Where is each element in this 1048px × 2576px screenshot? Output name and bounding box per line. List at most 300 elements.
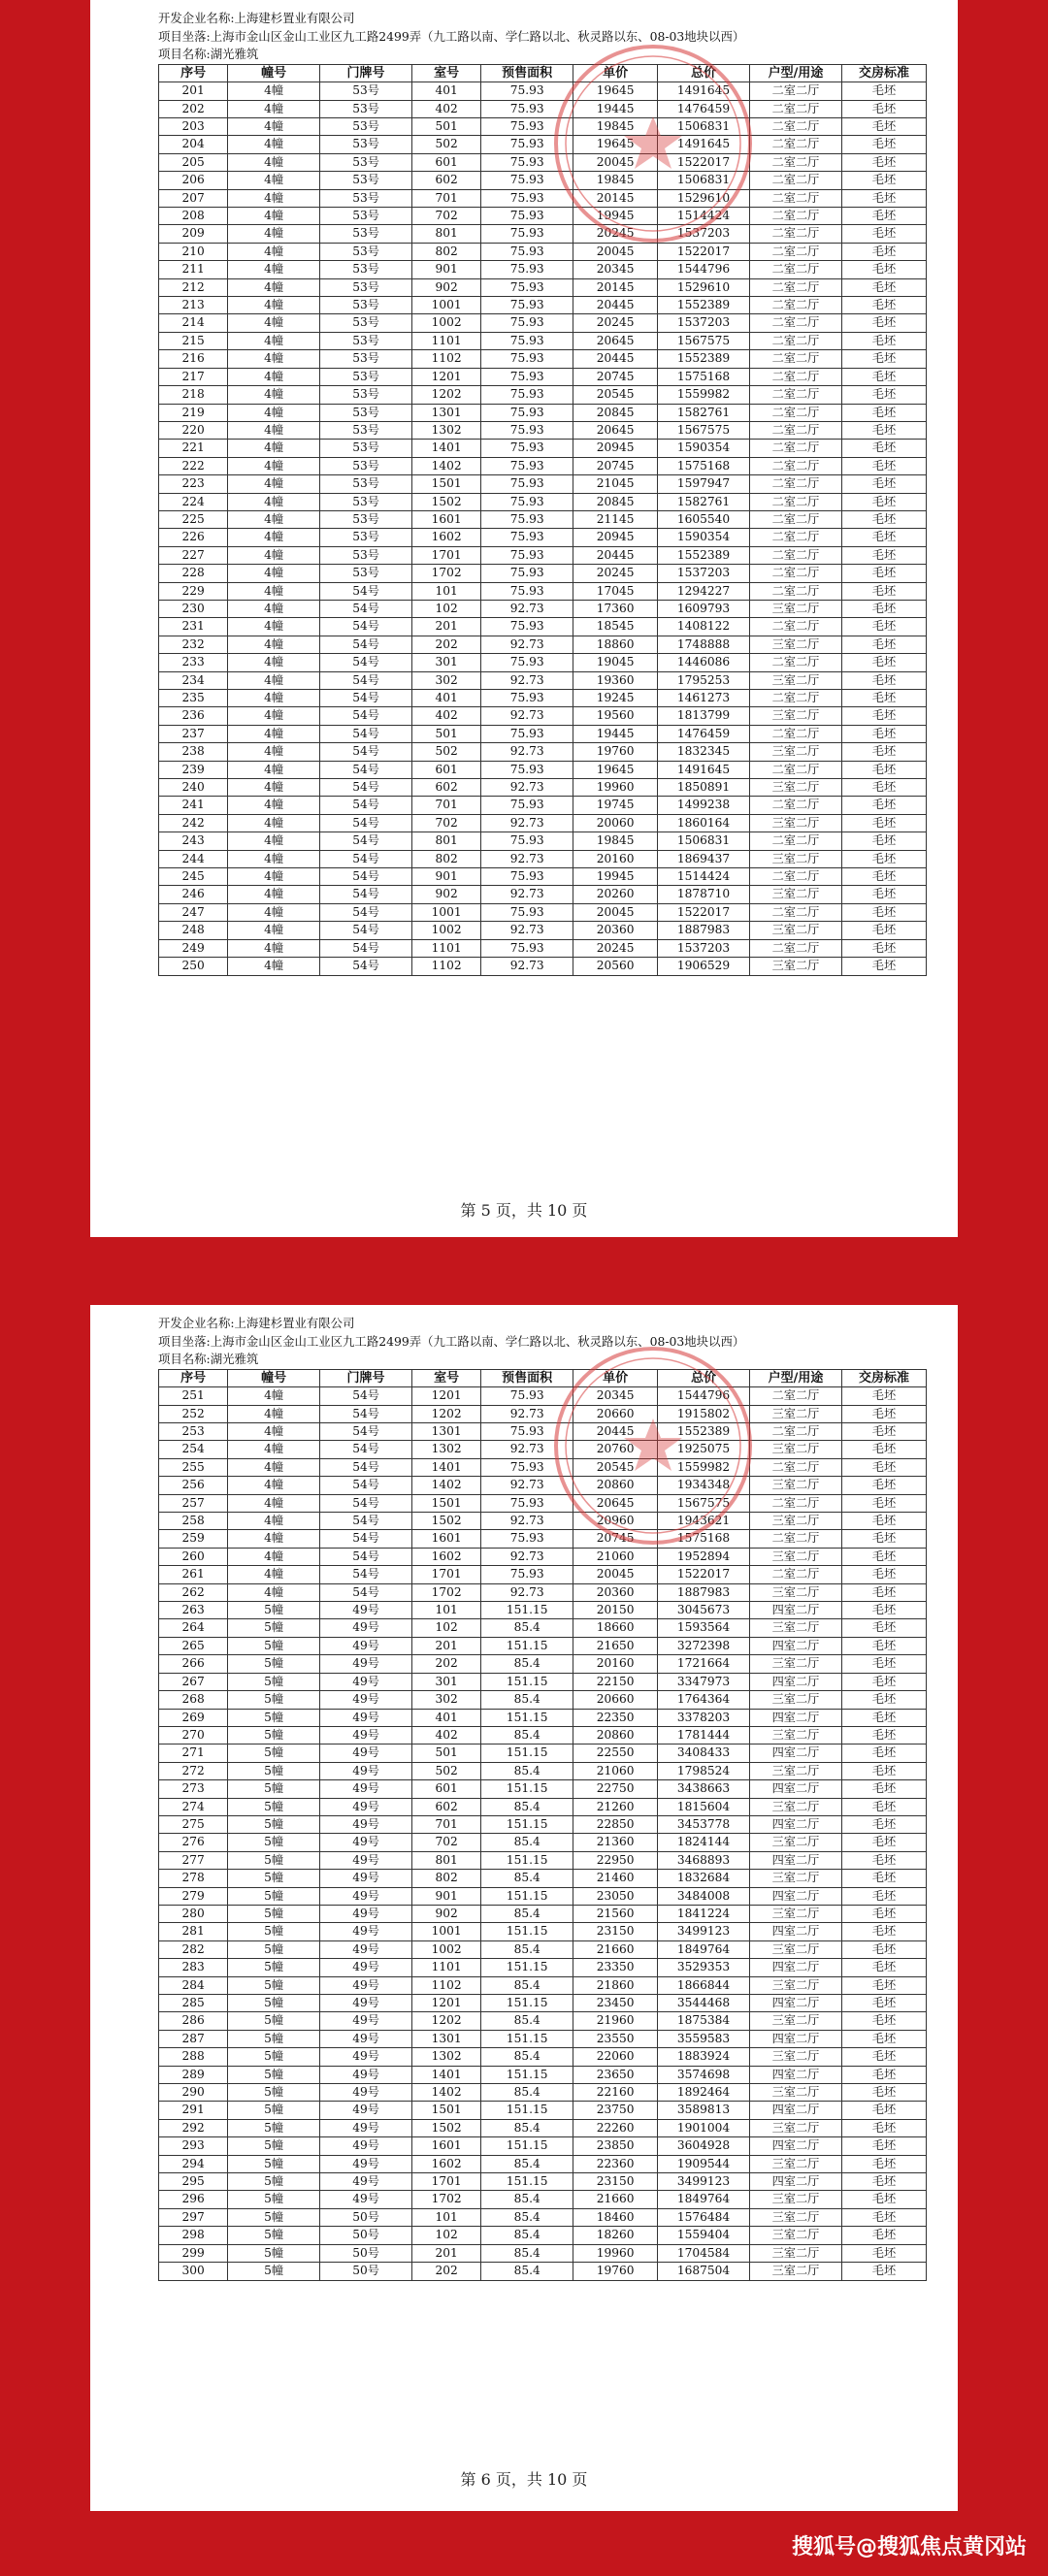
- table-cell: 3045673: [658, 1602, 750, 1619]
- table-cell: 4幢: [228, 636, 320, 653]
- table-cell: 二室二厅: [750, 903, 842, 921]
- table-cell: 1537203: [658, 314, 750, 332]
- table-row: [159, 690, 927, 707]
- table-cell: 20560: [573, 958, 658, 975]
- table-cell: 5幢: [228, 1655, 320, 1673]
- table-cell: 85.4: [481, 2263, 573, 2280]
- table-cell: 毛坯: [841, 1798, 926, 1815]
- table-cell: 毛坯: [841, 618, 926, 636]
- table-cell: 218: [159, 386, 228, 404]
- table-cell: 三室二厅: [750, 1441, 842, 1458]
- table-cell: 20960: [573, 1513, 658, 1530]
- column-header: 序号: [159, 64, 228, 82]
- table-cell: 85.4: [481, 1976, 573, 1994]
- table-cell: 4幢: [228, 779, 320, 797]
- table-cell: 4幢: [228, 1583, 320, 1601]
- table-cell: 二室二厅: [750, 1566, 842, 1583]
- table-cell: 75.93: [481, 297, 573, 314]
- table-cell: 毛坯: [841, 1905, 926, 1922]
- table-cell: 49号: [320, 1905, 412, 1922]
- table-cell: 53号: [320, 314, 412, 332]
- watermark-text: 搜狐号@搜狐焦点黄冈站: [791, 2535, 1027, 2560]
- table-cell: 毛坯: [841, 1441, 926, 1458]
- table-cell: 19760: [573, 2263, 658, 2280]
- table-cell: 三室二厅: [750, 814, 842, 831]
- table-cell: 1514424: [658, 208, 750, 225]
- table-cell: 299: [159, 2244, 228, 2262]
- table-cell: 4幢: [228, 565, 320, 582]
- table-cell: 二室二厅: [750, 208, 842, 225]
- table-cell: 4幢: [228, 725, 320, 742]
- table-cell: 1446086: [658, 654, 750, 671]
- table-cell: 75.93: [481, 565, 573, 582]
- table-cell: 284: [159, 1976, 228, 1994]
- table-cell: 1529610: [658, 278, 750, 296]
- table-cell: 240: [159, 779, 228, 797]
- table-cell: 1702: [412, 2191, 481, 2208]
- table-cell: 75.93: [481, 421, 573, 439]
- table-cell: 毛坯: [841, 153, 926, 171]
- table-row: [159, 368, 927, 385]
- table-cell: 53号: [320, 421, 412, 439]
- table-cell: 毛坯: [841, 1976, 926, 1994]
- table-cell: 283: [159, 1959, 228, 1976]
- table-cell: 毛坯: [841, 350, 926, 368]
- table-cell: 49号: [320, 1940, 412, 1958]
- table-row: [159, 2244, 927, 2262]
- table-row: [159, 386, 927, 404]
- table-cell: 3529353: [658, 1959, 750, 1976]
- table-cell: 201: [412, 1637, 481, 1654]
- table-cell: 5幢: [228, 2084, 320, 2102]
- table-cell: 4幢: [228, 690, 320, 707]
- table-cell: 毛坯: [841, 1673, 926, 1690]
- table-cell: 1582761: [658, 404, 750, 421]
- column-header: 总价: [658, 1369, 750, 1386]
- table-cell: 1567575: [658, 1494, 750, 1512]
- table-cell: 4幢: [228, 600, 320, 617]
- table-cell: 毛坯: [841, 1458, 926, 1476]
- table-cell: 271: [159, 1745, 228, 1762]
- table-cell: 3438663: [658, 1780, 750, 1798]
- table-row: [159, 832, 927, 850]
- table-cell: 1601: [412, 2137, 481, 2155]
- table-cell: 151.15: [481, 2137, 573, 2155]
- table-cell: 20945: [573, 440, 658, 457]
- table-cell: 三室二厅: [750, 2119, 842, 2136]
- table-cell: 21560: [573, 1905, 658, 1922]
- table-cell: 92.73: [481, 671, 573, 689]
- table-cell: 23550: [573, 2030, 658, 2047]
- table-cell: 毛坯: [841, 314, 926, 332]
- table-cell: 75.93: [481, 1530, 573, 1548]
- table-cell: 213: [159, 297, 228, 314]
- table-row: [159, 761, 927, 778]
- table-row: [159, 2137, 927, 2155]
- project-line: [158, 1351, 927, 1369]
- page-footer: 第 6 页，共 10 页: [460, 2470, 588, 2489]
- table-cell: 54号: [320, 1387, 412, 1405]
- table-cell: 毛坯: [841, 297, 926, 314]
- table-cell: 毛坯: [841, 278, 926, 296]
- table-cell: 18260: [573, 2227, 658, 2244]
- table-cell: 1701: [412, 546, 481, 564]
- table-cell: 49号: [320, 1673, 412, 1690]
- table-cell: 221: [159, 440, 228, 457]
- table-cell: 92.73: [481, 1441, 573, 1458]
- table-cell: 241: [159, 797, 228, 814]
- table-cell: 三室二厅: [750, 1513, 842, 1530]
- table-row: [159, 350, 927, 368]
- table-cell: 二室二厅: [750, 582, 842, 600]
- table-cell: 毛坯: [841, 2155, 926, 2172]
- table-cell: 1721664: [658, 1655, 750, 1673]
- table-cell: 102: [412, 2227, 481, 2244]
- table-cell: 22550: [573, 1745, 658, 1762]
- table-cell: 53号: [320, 278, 412, 296]
- table-cell: 1402: [412, 457, 481, 474]
- table-cell: 四室二厅: [750, 2030, 842, 2047]
- table-cell: 1301: [412, 404, 481, 421]
- table-cell: 毛坯: [841, 1494, 926, 1512]
- table-cell: 75.93: [481, 618, 573, 636]
- table-cell: 毛坯: [841, 868, 926, 886]
- table-cell: 201: [159, 82, 228, 100]
- table-cell: 22060: [573, 2048, 658, 2066]
- table-cell: 1302: [412, 2048, 481, 2066]
- table-cell: 92.73: [481, 886, 573, 903]
- table-cell: 1529610: [658, 189, 750, 207]
- table-cell: 毛坯: [841, 172, 926, 189]
- table-cell: 二室二厅: [750, 172, 842, 189]
- table-cell: 602: [412, 779, 481, 797]
- table-cell: 302: [412, 1691, 481, 1709]
- table-cell: 20860: [573, 1726, 658, 1744]
- table-row: [159, 2048, 927, 2066]
- table-cell: 54号: [320, 761, 412, 778]
- table-cell: 20245: [573, 565, 658, 582]
- table-cell: 1544796: [658, 1387, 750, 1405]
- table-row: [159, 1976, 927, 1994]
- table-cell: 101: [412, 582, 481, 600]
- table-cell: 1002: [412, 314, 481, 332]
- table-cell: 21660: [573, 2191, 658, 2208]
- table-header-row: [159, 1369, 927, 1386]
- table-cell: 49号: [320, 2191, 412, 2208]
- table-row: [159, 1548, 927, 1565]
- table-cell: 75.93: [481, 243, 573, 260]
- table-cell: 702: [412, 208, 481, 225]
- table-cell: 75.93: [481, 493, 573, 510]
- table-cell: 54号: [320, 582, 412, 600]
- table-cell: 243: [159, 832, 228, 850]
- table-cell: 401: [412, 82, 481, 100]
- table-cell: 20660: [573, 1405, 658, 1422]
- project-label: 项目名称:: [158, 1352, 211, 1367]
- table-cell: 1102: [412, 958, 481, 975]
- table-cell: 4幢: [228, 332, 320, 349]
- table-cell: 4幢: [228, 1494, 320, 1512]
- table-cell: 毛坯: [841, 332, 926, 349]
- table-cell: 22950: [573, 1851, 658, 1869]
- table-cell: 毛坯: [841, 1602, 926, 1619]
- table-cell: 85.4: [481, 1798, 573, 1815]
- table-cell: 20445: [573, 350, 658, 368]
- table-cell: 毛坯: [841, 1851, 926, 1869]
- table-cell: 75.93: [481, 1423, 573, 1441]
- table-row: [159, 1602, 927, 1619]
- table-cell: 214: [159, 314, 228, 332]
- table-cell: 1491645: [658, 761, 750, 778]
- table-cell: 1102: [412, 1976, 481, 1994]
- sales-table: [158, 64, 927, 976]
- table-cell: 毛坯: [841, 189, 926, 207]
- table-cell: 毛坯: [841, 2066, 926, 2083]
- table-cell: 20145: [573, 189, 658, 207]
- table-cell: 4幢: [228, 475, 320, 493]
- table-cell: 四室二厅: [750, 1923, 842, 1940]
- table-cell: 19960: [573, 779, 658, 797]
- table-cell: 75.93: [481, 1458, 573, 1476]
- table-cell: 5幢: [228, 2208, 320, 2226]
- table-cell: 二室二厅: [750, 136, 842, 153]
- table-cell: 1597947: [658, 475, 750, 493]
- table-cell: 54号: [320, 671, 412, 689]
- table-cell: 4幢: [228, 743, 320, 761]
- table-cell: 201: [412, 618, 481, 636]
- table-cell: 四室二厅: [750, 2137, 842, 2155]
- company-line: [158, 10, 927, 28]
- table-row: [159, 850, 927, 867]
- table-cell: 二室二厅: [750, 243, 842, 260]
- table-cell: 1514424: [658, 868, 750, 886]
- table-cell: 53号: [320, 189, 412, 207]
- table-cell: 4幢: [228, 368, 320, 385]
- table-cell: 1892464: [658, 2084, 750, 2102]
- table-cell: 4幢: [228, 939, 320, 957]
- table-cell: 23450: [573, 1995, 658, 2012]
- table-cell: 毛坯: [841, 208, 926, 225]
- table-cell: 151.15: [481, 2173, 573, 2191]
- table-cell: 402: [412, 707, 481, 725]
- column-header: 单价: [573, 1369, 658, 1386]
- table-cell: 20945: [573, 529, 658, 546]
- table-cell: 22260: [573, 2119, 658, 2136]
- table-cell: 54号: [320, 779, 412, 797]
- table-cell: 二室二厅: [750, 100, 842, 117]
- table-cell: 1002: [412, 1940, 481, 1958]
- table-cell: 毛坯: [841, 1815, 926, 1833]
- table-cell: 毛坯: [841, 368, 926, 385]
- table-cell: 5幢: [228, 1923, 320, 1940]
- table-cell: 20045: [573, 153, 658, 171]
- table-cell: 19645: [573, 136, 658, 153]
- table-cell: 502: [412, 1762, 481, 1779]
- table-cell: 二室二厅: [750, 618, 842, 636]
- table-cell: 5幢: [228, 1691, 320, 1709]
- table-cell: 92.73: [481, 814, 573, 831]
- table-cell: 三室二厅: [750, 1477, 842, 1494]
- company-name: 上海建杉置业有限公司: [234, 11, 355, 25]
- table-cell: 5幢: [228, 1870, 320, 1887]
- table-cell: 401: [412, 690, 481, 707]
- table-cell: 4幢: [228, 832, 320, 850]
- table-cell: 49号: [320, 1798, 412, 1815]
- table-cell: 5幢: [228, 1905, 320, 1922]
- table-row: [159, 671, 927, 689]
- table-cell: 53号: [320, 510, 412, 528]
- table-cell: 235: [159, 690, 228, 707]
- table-cell: 毛坯: [841, 690, 926, 707]
- table-cell: 92.73: [481, 958, 573, 975]
- table-cell: 5幢: [228, 2137, 320, 2155]
- table-cell: 85.4: [481, 2012, 573, 2030]
- column-header: 幢号: [228, 1369, 320, 1386]
- table-cell: 53号: [320, 118, 412, 136]
- table-cell: 287: [159, 2030, 228, 2047]
- table-cell: 二室二厅: [750, 225, 842, 243]
- table-cell: 239: [159, 761, 228, 778]
- table-cell: 50号: [320, 2244, 412, 2262]
- table-cell: 92.73: [481, 1548, 573, 1565]
- table-cell: 1302: [412, 1441, 481, 1458]
- table-cell: 231: [159, 618, 228, 636]
- table-cell: 毛坯: [841, 1940, 926, 1958]
- table-cell: 301: [412, 1673, 481, 1690]
- table-row: [159, 1477, 927, 1494]
- table-cell: 1602: [412, 2155, 481, 2172]
- table-row: [159, 243, 927, 260]
- table-cell: 267: [159, 1673, 228, 1690]
- table-cell: 54号: [320, 1583, 412, 1601]
- table-row: [159, 510, 927, 528]
- table-cell: 毛坯: [841, 2227, 926, 2244]
- table-cell: 毛坯: [841, 725, 926, 742]
- table-cell: 501: [412, 1745, 481, 1762]
- column-header: 交房标准: [841, 64, 926, 82]
- table-cell: 92.73: [481, 1405, 573, 1422]
- table-cell: 75.93: [481, 546, 573, 564]
- table-cell: 801: [412, 1851, 481, 1869]
- table-cell: 三室二厅: [750, 1798, 842, 1815]
- table-cell: 5幢: [228, 1834, 320, 1851]
- table-cell: 702: [412, 814, 481, 831]
- table-cell: 54号: [320, 1423, 412, 1441]
- table-row: [159, 1780, 927, 1798]
- table-cell: 毛坯: [841, 421, 926, 439]
- table-cell: 1001: [412, 1923, 481, 1940]
- table-cell: 802: [412, 1870, 481, 1887]
- table-cell: 49号: [320, 1691, 412, 1709]
- table-cell: 21960: [573, 2012, 658, 2030]
- table-cell: 三室二厅: [750, 2191, 842, 2208]
- table-cell: 92.73: [481, 707, 573, 725]
- table-cell: 261: [159, 1566, 228, 1583]
- table-cell: 278: [159, 1870, 228, 1887]
- table-cell: 216: [159, 350, 228, 368]
- table-cell: 1887983: [658, 922, 750, 939]
- table-cell: 四室二厅: [750, 1602, 842, 1619]
- table-cell: 毛坯: [841, 1745, 926, 1762]
- table-cell: 53号: [320, 546, 412, 564]
- table-cell: 4幢: [228, 404, 320, 421]
- table-cell: 219: [159, 404, 228, 421]
- table-cell: 1590354: [658, 440, 750, 457]
- table-cell: 三室二厅: [750, 636, 842, 653]
- table-header-row: [159, 64, 927, 82]
- table-cell: 毛坯: [841, 1762, 926, 1779]
- table-cell: 20860: [573, 1477, 658, 1494]
- table-cell: 四室二厅: [750, 1673, 842, 1690]
- table-cell: 203: [159, 118, 228, 136]
- table-cell: 5幢: [228, 1887, 320, 1905]
- table-cell: 276: [159, 1834, 228, 1851]
- table-cell: 二室二厅: [750, 1387, 842, 1405]
- table-cell: 19945: [573, 208, 658, 225]
- column-header: 户型/用途: [750, 1369, 842, 1386]
- table-row: [159, 1441, 927, 1458]
- table-cell: 4幢: [228, 1387, 320, 1405]
- table-cell: 151.15: [481, 1673, 573, 1690]
- table-cell: 毛坯: [841, 654, 926, 671]
- table-cell: 毛坯: [841, 1423, 926, 1441]
- table-cell: 20760: [573, 1441, 658, 1458]
- table-cell: 225: [159, 510, 228, 528]
- table-cell: 19845: [573, 118, 658, 136]
- table-cell: 1522017: [658, 153, 750, 171]
- table-cell: 三室二厅: [750, 2084, 842, 2102]
- table-cell: 501: [412, 725, 481, 742]
- table-cell: 92.73: [481, 636, 573, 653]
- company-label: 开发企业名称:: [158, 11, 235, 25]
- table-cell: 49号: [320, 2119, 412, 2136]
- table-cell: 三室二厅: [750, 1762, 842, 1779]
- table-cell: 20045: [573, 243, 658, 260]
- table-cell: 151.15: [481, 1887, 573, 1905]
- table-cell: 277: [159, 1851, 228, 1869]
- table-cell: 1101: [412, 332, 481, 349]
- table-cell: 20045: [573, 903, 658, 921]
- table-cell: 75.93: [481, 386, 573, 404]
- table-cell: 237: [159, 725, 228, 742]
- table-cell: 19560: [573, 707, 658, 725]
- table-cell: 1915802: [658, 1405, 750, 1422]
- table-cell: 二室二厅: [750, 404, 842, 421]
- table-cell: 毛坯: [841, 2191, 926, 2208]
- table-cell: 302: [412, 671, 481, 689]
- table-cell: 毛坯: [841, 1405, 926, 1422]
- table-cell: 54号: [320, 1530, 412, 1548]
- column-header: 室号: [412, 64, 481, 82]
- table-cell: 85.4: [481, 1619, 573, 1637]
- table-cell: 151.15: [481, 1959, 573, 1976]
- table-cell: 21060: [573, 1762, 658, 1779]
- table-row: [159, 172, 927, 189]
- table-cell: 208: [159, 208, 228, 225]
- table-cell: 20360: [573, 922, 658, 939]
- table-cell: 270: [159, 1726, 228, 1744]
- table-cell: 二室二厅: [750, 153, 842, 171]
- table-cell: 20845: [573, 404, 658, 421]
- table-cell: 毛坯: [841, 493, 926, 510]
- document-page-6: [90, 1305, 958, 2511]
- table-cell: 5幢: [228, 2227, 320, 2244]
- table-row: [159, 1959, 927, 1976]
- table-cell: 毛坯: [841, 922, 926, 939]
- table-cell: 75.93: [481, 1566, 573, 1583]
- table-cell: 263: [159, 1602, 228, 1619]
- table-cell: 1813799: [658, 707, 750, 725]
